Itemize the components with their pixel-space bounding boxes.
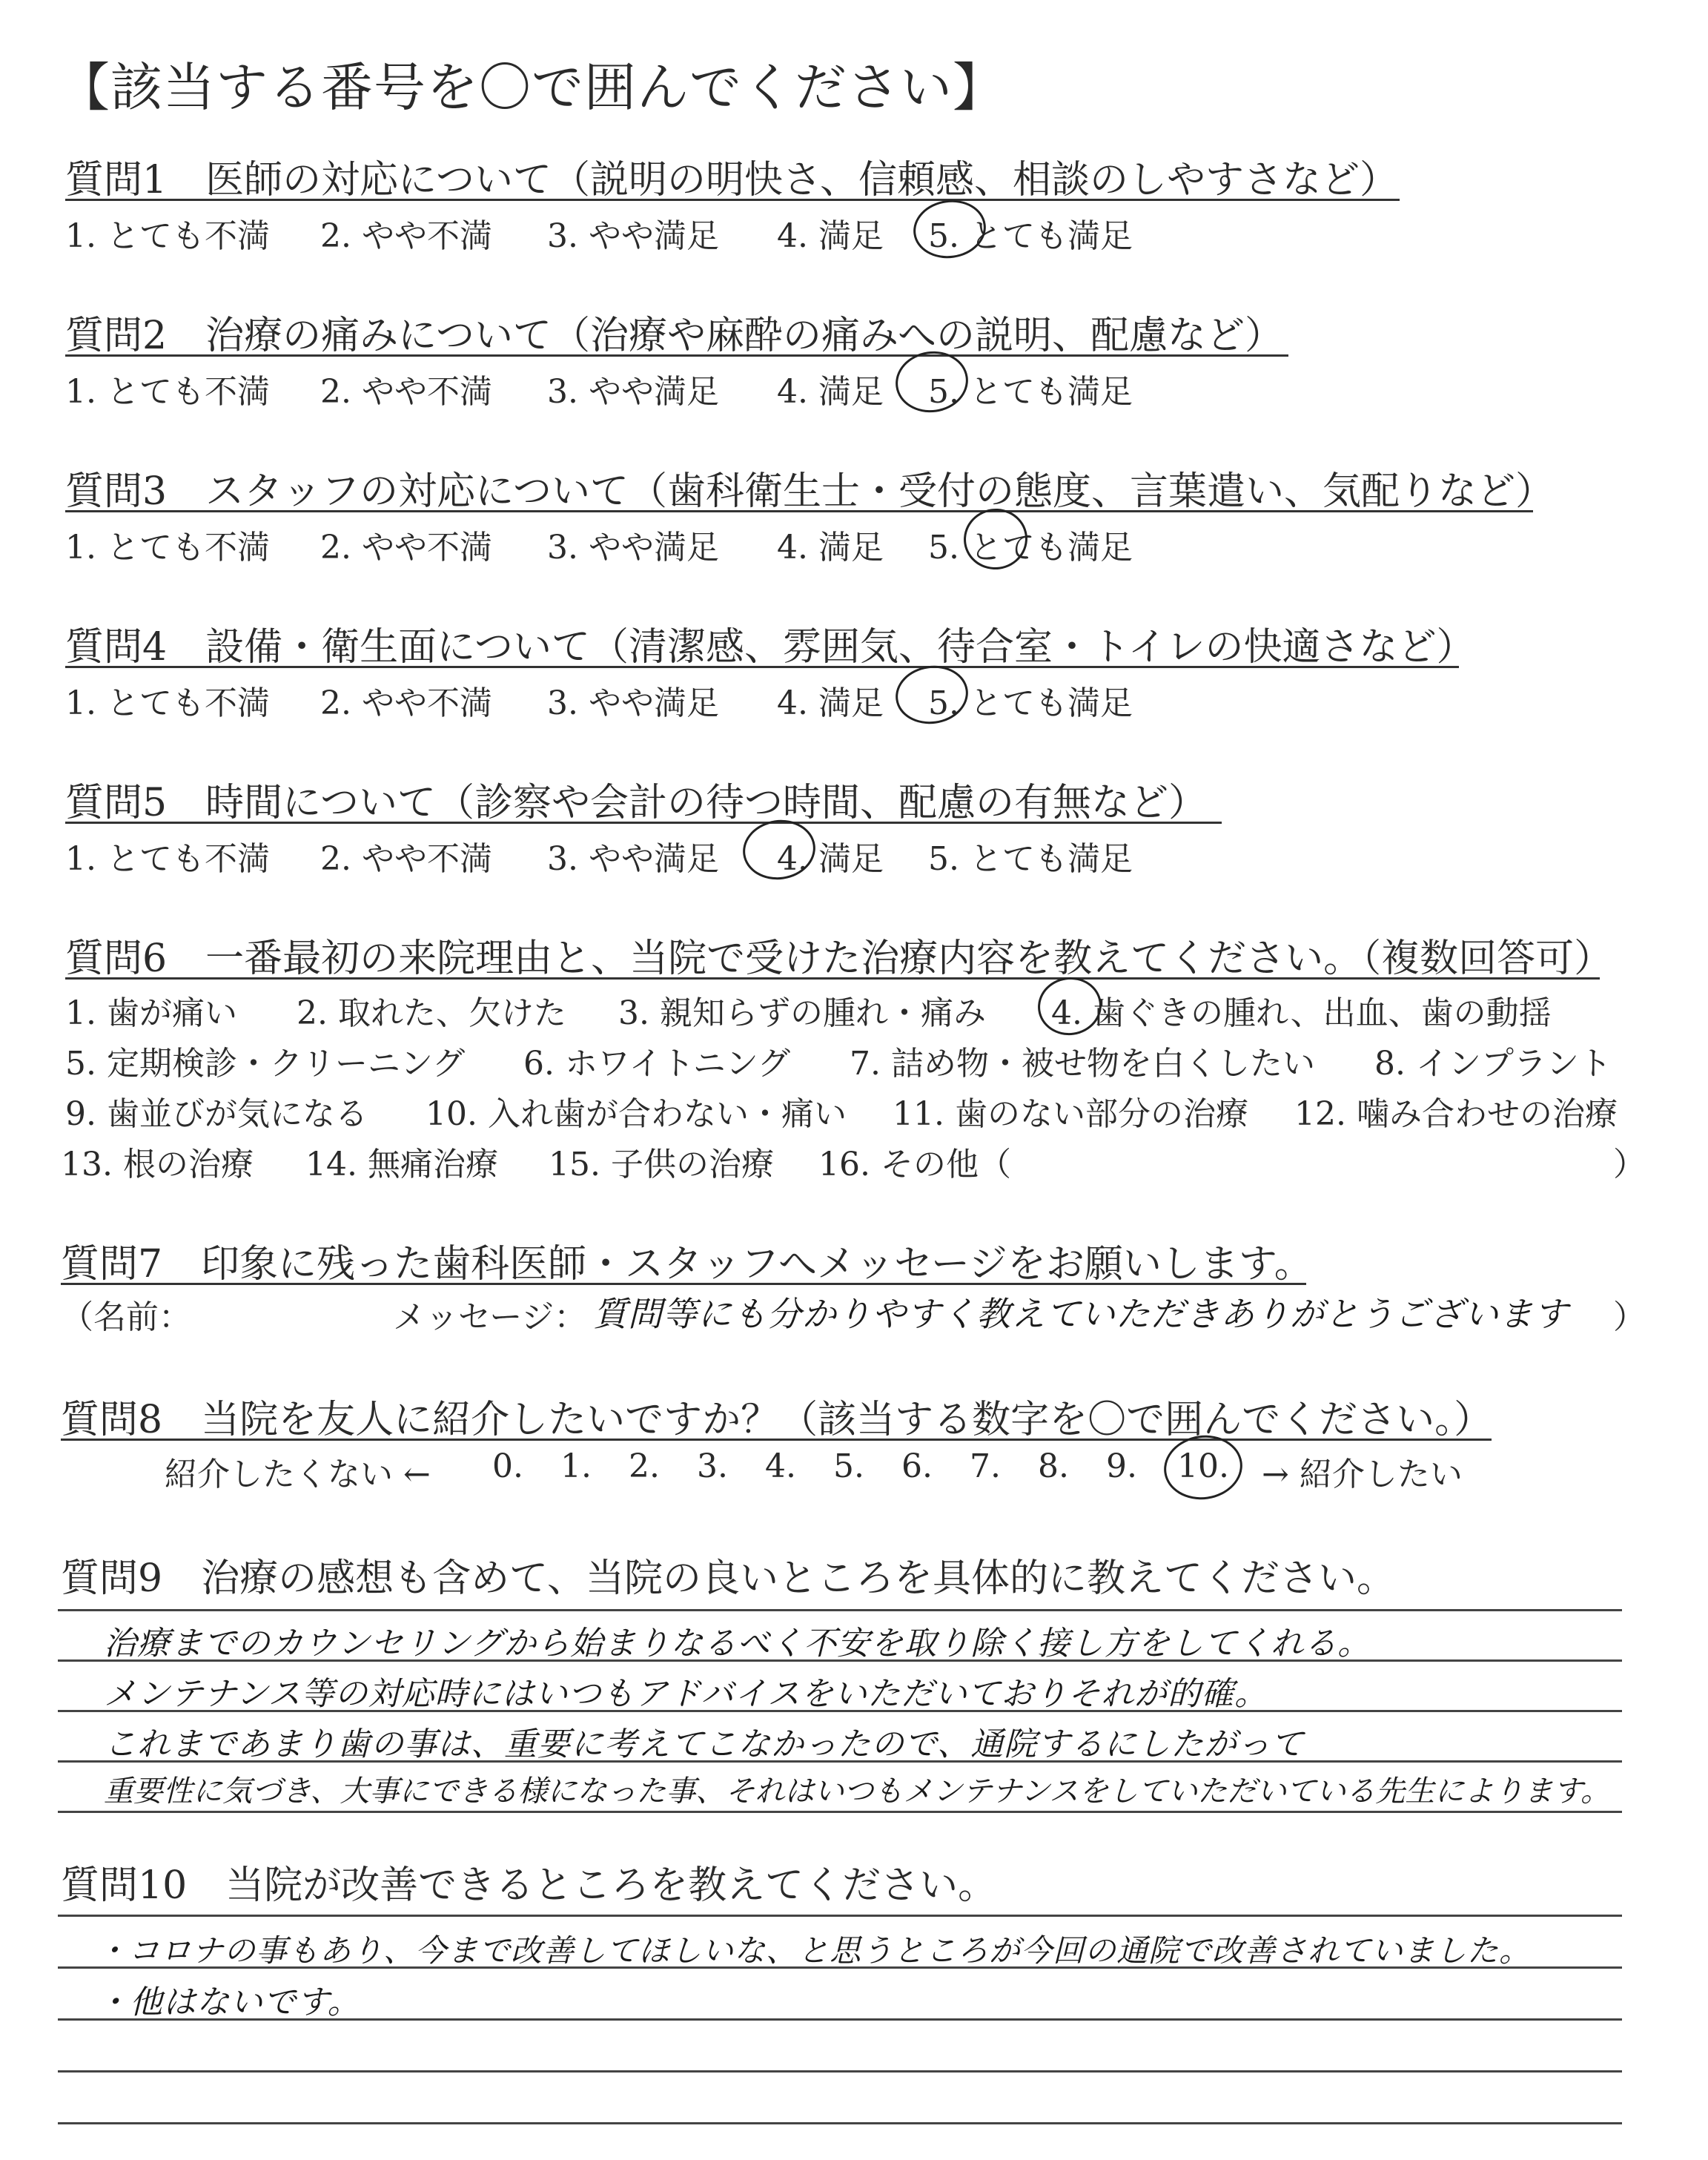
question-6-heading: 質問6 一番最初の来院理由と、当院で受けた治療内容を教えてください。（複数回答可）: [65, 937, 1613, 981]
q8-option-8[interactable]: 8.: [1038, 1447, 1069, 1485]
q2-option-1[interactable]: 1. とても不満: [65, 373, 270, 411]
question-8-heading: 質問8 当院を友人に紹介したいですか？（該当する数字を〇で囲んでください。）: [61, 1398, 1493, 1442]
q2-option-4[interactable]: 4. 満足: [777, 373, 884, 411]
q4-option-1[interactable]: 1. とても不満: [65, 684, 270, 722]
q9-answer-line-2: メンテナンス等の対応時にはいつもアドバイスをいただいておりそれが的確。: [104, 1675, 1268, 1713]
q6-option-7[interactable]: 7. 詰め物・被せ物を白くしたい: [850, 1045, 1315, 1083]
question-8-underline: [61, 1439, 1492, 1441]
q5-option-3[interactable]: 3. やや満足: [547, 840, 719, 878]
q9-rule-1: [58, 1609, 1622, 1611]
q6-option-2[interactable]: 2. 取れた、欠けた: [297, 994, 566, 1032]
page-title: 【該当する番号を〇で囲んでください】: [58, 57, 1005, 118]
question-4-heading: 質問4 設備・衛生面について（清潔感、雰囲気、待合室・トイレの快適さなど）: [65, 625, 1475, 670]
q10-answer-line-1: ・コロナの事もあり、今まで改善してほしいな、と思うところが今回の通院で改善されていました。: [96, 1932, 1532, 1969]
question-2-heading: 質問2 治療の痛みについて（治療や麻酔の痛みへの説明、配慮など）: [65, 314, 1284, 358]
q6-option-9[interactable]: 9. 歯並びが気になる: [65, 1095, 368, 1133]
q4-option-3[interactable]: 3. やや満足: [547, 684, 719, 722]
q4-option-4[interactable]: 4. 満足: [777, 684, 884, 722]
q1-option-3[interactable]: 3. やや満足: [547, 217, 719, 255]
q8-option-4[interactable]: 4.: [765, 1447, 796, 1485]
q8-option-5[interactable]: 5.: [833, 1447, 864, 1485]
q8-left-label: 紹介したくない ←: [165, 1456, 431, 1493]
q5-option-2[interactable]: 2. やや不満: [320, 840, 492, 878]
q6-option-10[interactable]: 10. 入れ歯が合わない・痛い: [426, 1095, 847, 1133]
q6-option-3[interactable]: 3. 親知らずの腫れ・痛み: [618, 994, 986, 1032]
question-1-heading: 質問1 医師の対応について（説明の明快さ、信頼感、相談のしやすさなど）: [65, 158, 1398, 202]
q6-option-16[interactable]: 16. その他（: [818, 1146, 1011, 1183]
q3-option-1[interactable]: 1. とても不満: [65, 529, 270, 567]
q6-option-14[interactable]: 14. 無痛治療: [305, 1146, 498, 1183]
q8-option-10[interactable]: 10.: [1177, 1447, 1229, 1485]
q6-option-15[interactable]: 15. 子供の治療: [549, 1146, 774, 1183]
q6-option-8[interactable]: 8. インプラント: [1374, 1045, 1612, 1083]
q1-option-1[interactable]: 1. とても不満: [65, 217, 270, 255]
question-6-underline: [65, 977, 1600, 980]
q8-option-1[interactable]: 1.: [560, 1447, 592, 1485]
q4-option-2[interactable]: 2. やや不満: [320, 684, 492, 722]
q8-option-9[interactable]: 9.: [1106, 1447, 1137, 1485]
q1-option-5[interactable]: 5. とても満足: [928, 217, 1133, 255]
q2-option-2[interactable]: 2. やや不満: [320, 373, 492, 411]
question-5-underline: [65, 822, 1222, 824]
q10-rule-5: [58, 2122, 1622, 2124]
q7-name-label: （名前：: [61, 1298, 191, 1336]
q6-option-12[interactable]: 12. 噛み合わせの治療: [1294, 1095, 1618, 1133]
question-1-underline: [65, 199, 1400, 201]
q6-other-close-paren: ）: [1613, 1146, 1646, 1183]
q10-rule-4: [58, 2070, 1622, 2073]
q8-option-7[interactable]: 7.: [970, 1447, 1001, 1485]
q9-answer-line-1: 治療までのカウンセリングから始まりなるべく不安を取り除く接し方をしてくれる。: [104, 1625, 1371, 1662]
q1-option-4[interactable]: 4. 満足: [777, 217, 884, 255]
q8-option-2[interactable]: 2.: [629, 1447, 660, 1485]
question-3-heading: 質問3 スタッフの対応について（歯科衛生士・受付の態度、言葉遣い、気配りなど）: [65, 469, 1555, 514]
q5-option-1[interactable]: 1. とても不満: [65, 840, 270, 878]
q8-option-6[interactable]: 6.: [901, 1447, 933, 1485]
q5-option-4[interactable]: 4. 満足: [777, 840, 884, 878]
q6-option-1[interactable]: 1. 歯が痛い: [65, 994, 237, 1032]
q7-message-handwritten: 質問等にも分かりやすく教えていただきありがとうございます: [593, 1294, 1569, 1334]
q8-option-3[interactable]: 3.: [697, 1447, 728, 1485]
q7-close-paren: ）: [1613, 1298, 1646, 1336]
q2-option-5[interactable]: 5. とても満足: [928, 373, 1133, 411]
q6-option-5[interactable]: 5. 定期検診・クリーニング: [65, 1045, 466, 1083]
question-5-heading: 質問5 時間について（診察や会計の待つ時間、配慮の有無など）: [65, 781, 1208, 825]
q8-right-label: → 紹介したい: [1262, 1456, 1463, 1493]
q6-option-4[interactable]: 4. 歯ぐきの腫れ、出血、歯の動揺: [1051, 994, 1552, 1032]
q9-rule-5: [58, 1811, 1622, 1813]
q3-option-2[interactable]: 2. やや不満: [320, 529, 492, 567]
q7-message-label: メッセージ：: [393, 1298, 587, 1336]
question-10-heading: 質問10 当院が改善できるところを教えてください。: [61, 1863, 997, 1908]
question-3-underline: [65, 510, 1533, 512]
q6-option-6[interactable]: 6. ホワイトニング: [523, 1045, 791, 1083]
question-9-heading: 質問9 治療の感想も含めて、当院の良いところを具体的に教えてください。: [61, 1556, 1396, 1601]
q5-option-5[interactable]: 5. とても満足: [928, 840, 1133, 878]
q9-answer-line-4: 重要性に気づき、大事にできる様になった事、それはいつもメンテナンスをしていただいている先生によります。: [104, 1774, 1610, 1809]
q4-option-5[interactable]: 5. とても満足: [928, 684, 1133, 722]
q3-option-4[interactable]: 4. 満足: [777, 529, 884, 567]
question-2-underline: [65, 354, 1288, 357]
q6-option-11[interactable]: 11. 歯のない部分の治療: [893, 1095, 1248, 1133]
question-7-underline: [61, 1283, 1306, 1285]
question-7-heading: 質問7 印象に残った歯科医師・スタッフへメッセージをお願いします。: [61, 1242, 1313, 1287]
q9-answer-line-3: これまであまり歯の事は、重要に考えてこなかったので、通院するにしたがって: [104, 1725, 1305, 1763]
question-4-underline: [65, 666, 1459, 668]
q3-option-5[interactable]: 5. とても満足: [928, 529, 1133, 567]
q10-answer-line-2: ・他はないです。: [96, 1984, 361, 2021]
q10-rule-1: [58, 1915, 1622, 1917]
q6-option-13[interactable]: 13. 根の治療: [61, 1146, 254, 1183]
q8-option-0[interactable]: 0.: [492, 1447, 523, 1485]
q2-option-3[interactable]: 3. やや満足: [547, 373, 719, 411]
q3-option-3[interactable]: 3. やや満足: [547, 529, 719, 567]
q1-option-2[interactable]: 2. やや不満: [320, 217, 492, 255]
